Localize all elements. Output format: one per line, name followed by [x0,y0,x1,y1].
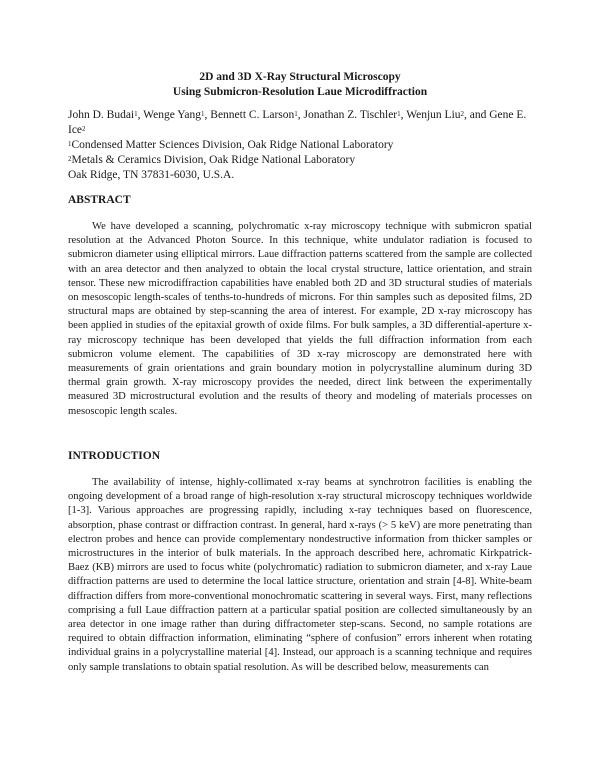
abstract-paragraph: We have developed a scanning, polychromatic x-ray microscopy technique with submicron spatial resolution at the Advanced Photon Source. In this technique, white undulator radiation is focused to submicron diameter using elliptical mirrors. Laue diffraction patterns scattered from the sample are collected with an area detector and then analyzed to obtain the local crystal structure, lattice orientation, and strain tensor. These new microdiffraction capabilities have enabled both 2D and 3D structural studies of materials on mesoscopic length-scales of tenths-to-hundreds of microns. For thin samples such as deposited films, 2D structural maps are obtained by step-scanning the area of interest. For example, 2D x-ray microscopy has been applied in studies of the epitaxial growth of oxide films. For bulk samples, a 3D differential-aperture x-ray microscopy technique has been developed that yields the full diffraction information from each submicron volume element. The capabilities of 3D x-ray microscopy are demonstrated here with measurements of grain orientations and grain boundary motion in polycrystalline aluminum during 3D thermal grain growth. X-ray microscopy provides the needed, direct link between the experimentally measured 3D microstructural evolution and the results of theory and modeling of materials processes on mesoscopic length scales. [68,221,532,417]
author-name: Wenge Yang [143,109,202,121]
affiliation-text: Metals & Ceramics Division, Oak Ridge National Laboratory [71,154,356,166]
author-name: John D. Budai [68,109,135,121]
author-separator: , [204,109,211,121]
introduction-heading: INTRODUCTION [68,450,161,462]
abstract-body [68,220,532,419]
author-name: Wenjun Liu [406,109,461,121]
affiliation-line [68,138,532,153]
author-list [68,108,532,138]
author-affil-mark: 1 [294,110,298,118]
author-affil-mark: 2 [82,125,86,133]
affiliation-text: Condensed Matter Sciences Division, Oak Ridge National Laboratory [71,139,394,151]
author-name: Gene E. Ice [68,109,527,136]
author-affil-mark: 1 [134,110,138,118]
author-separator: , and [464,109,490,121]
paper-title [68,70,532,100]
affiliation-line [68,168,532,183]
introduction-body [68,476,532,675]
affiliation-mark: 1 [68,140,72,148]
affiliation-mark: 2 [68,155,72,163]
author-separator: , [400,109,407,121]
affiliation-line [68,153,532,168]
author-block [68,108,532,183]
introduction-paragraph: The availability of intense, highly-collimated x-ray beams at synchrotron facilities is enabling the ongoing development of a broad range of high-resolution x-ray structural microscopy techniques worldwide [1-3]. Various approaches are progressing rapidly, including x-ray techniques based on fluorescence, absorption, phase contrast or diffraction contrast. In general, hard x-rays (> 5 keV) are more penetrating than electron probes and hence can provide complementary nondestructive information from thicker samples or microstructures in the interior of bulk materials. In the approach described here, achromatic Kirkpatrick-Baez (KB) mirrors are used to focus white (polychromatic) radiation to submicron diameter, and x-ray Laue diffraction patterns are used to determine the local lattice structure, orientation and strain [4-8]. White-beam diffraction differs from more-conventional monochromatic scattering in several ways. First, many reflections comprising a full Laue diffraction pattern at a particular spatial position are collected simultaneously by an area detector in one image rather than during diffractometer step-scans. Second, no sample rotations are required to obtain diffraction information, eliminating “sphere of confusion” errors inherent when rotating individual grains in a polycrystalline material [4]. Instead, our approach is a scanning technique and requires only sample translations to obtain spatial resolution. As will be described below, measurements can [68,477,532,673]
abstract-heading: ABSTRACT [68,194,131,206]
author-separator: , [297,109,304,121]
author-affil-mark: 1 [201,110,205,118]
title-line-1: 2D and 3D X-Ray Structural Microscopy [199,71,401,83]
author-name: Bennett C. Larson [210,109,295,121]
author-separator: , [137,109,144,121]
title-line-2: Using Submicron-Resolution Laue Microdiffraction [172,86,428,98]
affiliation-text: Oak Ridge, TN 37831-6030, U.S.A. [68,169,235,181]
author-name: Jonathan Z. Tischler [303,109,398,121]
author-affil-mark: 2 [460,110,465,118]
author-affil-mark: 1 [397,110,401,118]
